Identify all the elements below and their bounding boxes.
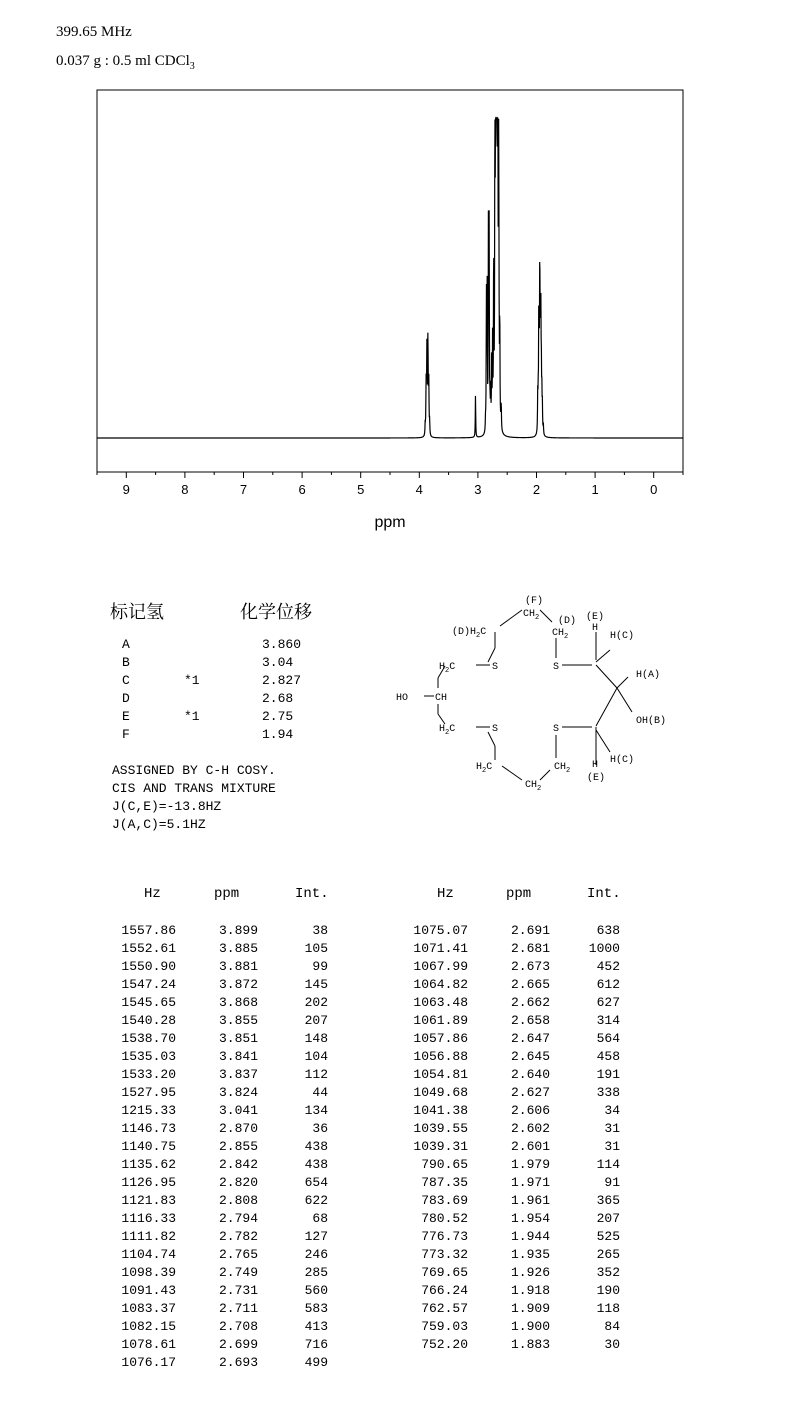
- assignment-note-line: ASSIGNED BY C-H COSY.: [112, 763, 276, 778]
- peak-int: 314: [596, 1013, 620, 1028]
- peak-ppm: 3.824: [218, 1085, 258, 1100]
- peak-int: 716: [304, 1337, 328, 1352]
- peak-hz: 1082.15: [121, 1319, 176, 1334]
- peak-row: [106, 1318, 346, 1336]
- peak-header-hz-left: Hz: [144, 886, 161, 902]
- peak-ppm: 2.693: [218, 1355, 258, 1370]
- peak-ppm: 3.041: [218, 1103, 258, 1118]
- peak-ppm: 2.665: [510, 977, 550, 992]
- assignment-label: A: [122, 637, 130, 652]
- peak-int: 31: [604, 1139, 620, 1154]
- x-tick-label: 4: [415, 482, 423, 497]
- peak-ppm: 1.935: [510, 1247, 550, 1262]
- peak-ppm: 1.979: [510, 1157, 550, 1172]
- label-ch: CH: [435, 693, 448, 704]
- peak-int: 191: [596, 1067, 620, 1082]
- peak-ppm: 1.961: [510, 1193, 550, 1208]
- peak-int: 583: [304, 1301, 328, 1316]
- peak-hz: 1116.33: [121, 1211, 176, 1226]
- assignment-label: C: [122, 673, 130, 688]
- peak-row: [398, 1138, 638, 1156]
- peak-int: 84: [604, 1319, 620, 1334]
- peak-hz: 766.24: [421, 1283, 468, 1298]
- x-axis-label: ppm: [374, 514, 406, 531]
- peak-row: [398, 1102, 638, 1120]
- peak-int: 190: [596, 1283, 620, 1298]
- peak-table-right: [398, 922, 638, 1354]
- peak-row: [106, 1228, 346, 1246]
- peak-ppm: 2.782: [218, 1229, 258, 1244]
- peak-row: [398, 1210, 638, 1228]
- peak-int: 285: [304, 1265, 328, 1280]
- peak-int: 145: [304, 977, 328, 992]
- peak-ppm: 2.699: [218, 1337, 258, 1352]
- peak-hz: 1111.82: [121, 1229, 176, 1244]
- x-tick-label: 2: [532, 482, 541, 497]
- peak-ppm: 2.794: [218, 1211, 258, 1226]
- peak-int: 148: [304, 1031, 328, 1046]
- peak-hz: 752.20: [421, 1337, 468, 1352]
- label-ch2-right: $CH_2$: [552, 628, 569, 641]
- assignment-label: B: [122, 655, 130, 670]
- peak-hz: 1061.89: [413, 1013, 468, 1028]
- peak-int: 438: [304, 1157, 328, 1172]
- spectrometer-frequency: 399.65 MHz: [56, 24, 132, 40]
- assignment-shift: 2.68: [262, 691, 294, 706]
- peak-header-ppm-left: ppm: [214, 886, 240, 902]
- peak-row: [398, 1192, 638, 1210]
- peak-hz: 1039.31: [413, 1139, 468, 1154]
- assignment-note: *1: [184, 709, 200, 724]
- peak-hz: 1121.83: [121, 1193, 176, 1208]
- peak-ppm: 2.640: [510, 1067, 550, 1082]
- peak-hz: 1063.48: [413, 995, 468, 1010]
- peak-row: [398, 1030, 638, 1048]
- assignment-row: [122, 654, 342, 672]
- peak-hz: 1057.86: [413, 1031, 468, 1046]
- label-dh2c: $(D)H_2C$: [452, 627, 487, 640]
- peak-hz: 1071.41: [413, 941, 468, 956]
- peak-int: 1000: [588, 941, 620, 956]
- peak-row: [106, 1030, 346, 1048]
- label-s-bottom-right: S: [553, 724, 560, 735]
- peak-int: 352: [596, 1265, 620, 1280]
- peak-ppm: 3.868: [218, 995, 258, 1010]
- peak-int: 458: [596, 1049, 620, 1064]
- peak-ppm: 1.954: [510, 1211, 550, 1226]
- label-ho: HO: [396, 693, 409, 704]
- peak-hz: 1550.90: [121, 959, 176, 974]
- peak-ppm: 2.870: [218, 1121, 258, 1136]
- peak-ppm: 3.837: [218, 1067, 258, 1082]
- peak-hz: 769.65: [421, 1265, 468, 1280]
- peak-ppm: 2.691: [510, 923, 550, 938]
- assignment-shift: 3.04: [262, 655, 294, 670]
- x-tick-label: 0: [650, 482, 658, 497]
- peak-hz: 1545.65: [121, 995, 176, 1010]
- label-s-bottom-left: S: [492, 724, 499, 735]
- peak-hz: 1535.03: [121, 1049, 176, 1064]
- peak-ppm: 3.899: [218, 923, 258, 938]
- peak-hz: 1533.20: [121, 1067, 176, 1082]
- peak-hz: 1215.33: [121, 1103, 176, 1118]
- peak-hz: 1039.55: [413, 1121, 468, 1136]
- peak-row: [398, 1174, 638, 1192]
- peak-ppm: 3.841: [218, 1049, 258, 1064]
- peak-hz: 1076.17: [121, 1355, 176, 1370]
- peak-row: [106, 1210, 346, 1228]
- x-tick-label: 7: [239, 482, 248, 497]
- peak-ppm: 2.731: [218, 1283, 258, 1298]
- label-h-bottom: H: [592, 760, 599, 771]
- peak-ppm: 2.662: [510, 995, 550, 1010]
- peak-hz: 790.65: [421, 1157, 468, 1172]
- peak-ppm: 3.872: [218, 977, 258, 992]
- peak-row: [398, 1012, 638, 1030]
- peak-int: 105: [304, 941, 328, 956]
- peak-int: 246: [304, 1247, 328, 1262]
- peak-row: [398, 1318, 638, 1336]
- peak-int: 68: [312, 1211, 328, 1226]
- label-e-top: (E): [586, 612, 605, 623]
- label-s-top-left: S: [492, 662, 499, 673]
- label-hc-top: H(C): [610, 631, 635, 642]
- label-hc-bottom: H(C): [610, 755, 635, 766]
- peak-ppm: 1.909: [510, 1301, 550, 1316]
- peak-ppm: 2.708: [218, 1319, 258, 1334]
- peak-int: 38: [312, 923, 328, 938]
- peak-row: [398, 1336, 638, 1354]
- peak-int: 499: [304, 1355, 328, 1370]
- x-tick-label: 3: [474, 482, 482, 497]
- peak-int: 99: [312, 959, 328, 974]
- peak-int: 30: [604, 1337, 620, 1352]
- peak-hz: 1078.61: [121, 1337, 176, 1352]
- peak-row: [106, 1066, 346, 1084]
- peak-ppm: 1.918: [510, 1283, 550, 1298]
- peak-row: [106, 1156, 346, 1174]
- peak-row: [106, 1138, 346, 1156]
- peak-row: [106, 1084, 346, 1102]
- peak-hz: 1104.74: [121, 1247, 176, 1262]
- assignment-header-shift: 化学位移: [240, 602, 312, 622]
- peak-ppm: 2.645: [510, 1049, 550, 1064]
- peak-row: [106, 1336, 346, 1354]
- assignment-header-label: 标记氢: [110, 602, 164, 622]
- peak-row: [106, 1354, 346, 1372]
- peak-hz: 1049.68: [413, 1085, 468, 1100]
- peak-row: [398, 1228, 638, 1246]
- peak-hz: 1064.82: [413, 977, 468, 992]
- x-tick-label: 9: [122, 482, 130, 497]
- peak-ppm: 2.842: [218, 1157, 258, 1172]
- peak-row: [398, 1264, 638, 1282]
- label-h2c-bottom-left: $H_2C$: [439, 724, 456, 737]
- assignment-note-line: J(C,E)=-13.8HZ: [112, 799, 222, 814]
- peak-ppm: 2.627: [510, 1085, 550, 1100]
- peak-ppm: 1.883: [510, 1337, 550, 1352]
- peak-hz: 1083.37: [121, 1301, 176, 1316]
- peak-int: 127: [304, 1229, 328, 1244]
- peak-hz: 1056.88: [413, 1049, 468, 1064]
- peak-hz: 787.35: [421, 1175, 468, 1190]
- peak-ppm: 1.944: [510, 1229, 550, 1244]
- peak-row: [106, 976, 346, 994]
- peak-hz: 1552.61: [121, 941, 176, 956]
- assignment-shift: 2.827: [262, 673, 302, 688]
- peak-ppm: 2.749: [218, 1265, 258, 1280]
- assignment-label: E: [122, 709, 130, 724]
- peak-int: 413: [304, 1319, 328, 1334]
- assignment-row: [122, 726, 342, 744]
- peak-row: [106, 1246, 346, 1264]
- peak-ppm: 2.808: [218, 1193, 258, 1208]
- peak-header-int-left: Int.: [295, 886, 329, 902]
- peak-int: 525: [596, 1229, 620, 1244]
- x-tick-label: 1: [591, 482, 599, 497]
- label-ha: H(A): [636, 670, 661, 681]
- peak-int: 622: [304, 1193, 328, 1208]
- peak-hz: 1146.73: [121, 1121, 176, 1136]
- peak-row: [106, 1012, 346, 1030]
- sample-info-text: 0.037 g : 0.5 ml CDCl: [56, 53, 190, 69]
- label-h2c-bottom: $H_2C$: [476, 762, 493, 775]
- peak-row: [106, 1264, 346, 1282]
- assignment-note: *1: [184, 673, 200, 688]
- label-ohb: OH(B): [636, 716, 667, 727]
- label-e-bottom: (E): [587, 773, 606, 784]
- peak-row: [398, 940, 638, 958]
- assignment-shift: 2.75: [262, 709, 294, 724]
- peak-hz: 1098.39: [121, 1265, 176, 1280]
- peak-int: 202: [304, 995, 328, 1010]
- peak-ppm: 2.765: [218, 1247, 258, 1262]
- chemical-structure: [390, 590, 690, 795]
- assignment-note-line: CIS AND TRANS MIXTURE: [112, 781, 276, 796]
- peak-ppm: 2.647: [510, 1031, 550, 1046]
- peak-hz: 1091.43: [121, 1283, 176, 1298]
- peak-row: [398, 1066, 638, 1084]
- peak-hz: 1075.07: [413, 923, 468, 938]
- peak-int: 134: [304, 1103, 328, 1118]
- label-ch2-bottom-right: $CH_2$: [554, 762, 571, 775]
- peak-int: 365: [596, 1193, 620, 1208]
- peak-row: [398, 922, 638, 940]
- peak-int: 265: [596, 1247, 620, 1262]
- peak-hz: 1527.95: [121, 1085, 176, 1100]
- assignment-shift: 3.860: [262, 637, 302, 652]
- assignment-row: [122, 672, 342, 690]
- peak-row: [398, 1084, 638, 1102]
- peak-ppm: 1.926: [510, 1265, 550, 1280]
- peak-row: [106, 1102, 346, 1120]
- peak-row: [398, 994, 638, 1012]
- peak-row: [398, 1156, 638, 1174]
- peak-hz: 773.32: [421, 1247, 468, 1262]
- peak-int: 112: [304, 1067, 328, 1082]
- peak-ppm: 1.900: [510, 1319, 550, 1334]
- peak-hz: 776.73: [421, 1229, 468, 1244]
- peak-int: 104: [304, 1049, 328, 1064]
- peak-ppm: 3.851: [218, 1031, 258, 1046]
- peak-hz: 1540.28: [121, 1013, 176, 1028]
- peak-int: 560: [304, 1283, 328, 1298]
- peak-row: [106, 1048, 346, 1066]
- assignment-shift: 1.94: [262, 727, 294, 742]
- peak-row: [398, 976, 638, 994]
- peak-hz: 1135.62: [121, 1157, 176, 1172]
- peak-row: [106, 1120, 346, 1138]
- peak-row: [398, 1246, 638, 1264]
- peak-int: 44: [312, 1085, 328, 1100]
- peak-header-ppm-right: ppm: [506, 886, 532, 902]
- peak-ppm: 2.673: [510, 959, 550, 974]
- peak-ppm: 2.855: [218, 1139, 258, 1154]
- peak-row: [106, 1192, 346, 1210]
- peak-ppm: 3.855: [218, 1013, 258, 1028]
- peak-ppm: 2.601: [510, 1139, 550, 1154]
- assignment-label: D: [122, 691, 130, 706]
- peak-int: 114: [596, 1157, 620, 1172]
- peak-ppm: 2.602: [510, 1121, 550, 1136]
- peak-int: 36: [312, 1121, 328, 1136]
- peak-row: [106, 922, 346, 940]
- label-ch2-top: $CH_2$: [523, 609, 540, 622]
- peak-ppm: 3.881: [218, 959, 258, 974]
- assignment-notes: [112, 762, 276, 834]
- peak-row: [398, 1120, 638, 1138]
- peak-int: 638: [596, 923, 620, 938]
- peak-row: [106, 1174, 346, 1192]
- peak-hz: 1557.86: [121, 923, 176, 938]
- x-tick-label: 5: [357, 482, 365, 497]
- peak-row: [106, 1300, 346, 1318]
- peak-hz: 762.57: [421, 1301, 468, 1316]
- peak-int: 627: [596, 995, 620, 1010]
- peak-ppm: 3.885: [218, 941, 258, 956]
- peak-ppm: 1.971: [510, 1175, 550, 1190]
- assignment-row: [122, 636, 342, 654]
- peak-int: 612: [596, 977, 620, 992]
- peak-hz: 1126.95: [121, 1175, 176, 1190]
- peak-row: [398, 1300, 638, 1318]
- assignment-note-line: J(A,C)=5.1HZ: [112, 817, 206, 832]
- peak-row: [398, 1048, 638, 1066]
- peak-ppm: 2.606: [510, 1103, 550, 1118]
- nmr-spectrum-chart: [0, 80, 794, 540]
- peak-hz: 1140.75: [121, 1139, 176, 1154]
- peak-row: [106, 994, 346, 1012]
- peak-hz: 783.69: [421, 1193, 468, 1208]
- peak-hz: 1041.38: [413, 1103, 468, 1118]
- label-f: (F): [525, 596, 544, 607]
- peak-int: 452: [596, 959, 620, 974]
- peak-ppm: 2.711: [218, 1301, 258, 1316]
- peak-hz: 1054.81: [413, 1067, 468, 1082]
- peak-int: 654: [304, 1175, 328, 1190]
- assignment-row: [122, 690, 342, 708]
- peak-int: 34: [604, 1103, 620, 1118]
- peak-row: [398, 1282, 638, 1300]
- peak-hz: 1538.70: [121, 1031, 176, 1046]
- x-axis: [97, 472, 683, 497]
- spectrum-trace: [97, 117, 683, 438]
- assignment-table: [122, 636, 342, 744]
- label-d-right: (D): [558, 616, 577, 627]
- peak-int: 118: [596, 1301, 620, 1316]
- peak-int: 207: [596, 1211, 620, 1226]
- x-tick-label: 8: [181, 482, 189, 497]
- label-ch2-bottom: $CH_2$: [525, 780, 542, 793]
- sample-info: [56, 53, 195, 72]
- peak-row: [106, 1282, 346, 1300]
- peak-header-hz-right: Hz: [437, 886, 454, 902]
- peak-int: 338: [596, 1085, 620, 1100]
- peak-int: 91: [604, 1175, 620, 1190]
- peak-ppm: 2.681: [510, 941, 550, 956]
- peak-ppm: 2.658: [510, 1013, 550, 1028]
- peak-hz: 759.03: [421, 1319, 468, 1334]
- peak-table-left: [106, 922, 346, 1372]
- label-h-top: H: [592, 623, 599, 634]
- sample-info-subscript: 3: [189, 61, 195, 72]
- assignment-label: F: [122, 727, 130, 742]
- peak-hz: 1067.99: [413, 959, 468, 974]
- structure-labels: [396, 595, 666, 793]
- peak-row: [106, 940, 346, 958]
- label-s-top-right: S: [553, 662, 560, 673]
- peak-int: 564: [596, 1031, 620, 1046]
- label-h2c-top-left: $H_2C$: [439, 662, 456, 675]
- peak-int: 438: [304, 1139, 328, 1154]
- plot-frame: [97, 90, 683, 472]
- peak-ppm: 2.820: [218, 1175, 258, 1190]
- peak-row: [106, 958, 346, 976]
- peak-int: 207: [304, 1013, 328, 1028]
- peak-int: 31: [604, 1121, 620, 1136]
- peak-hz: 780.52: [421, 1211, 468, 1226]
- assignment-row: [122, 708, 342, 726]
- peak-header-int-right: Int.: [587, 886, 621, 902]
- peak-hz: 1547.24: [121, 977, 176, 992]
- x-tick-label: 6: [298, 482, 306, 497]
- peak-row: [398, 958, 638, 976]
